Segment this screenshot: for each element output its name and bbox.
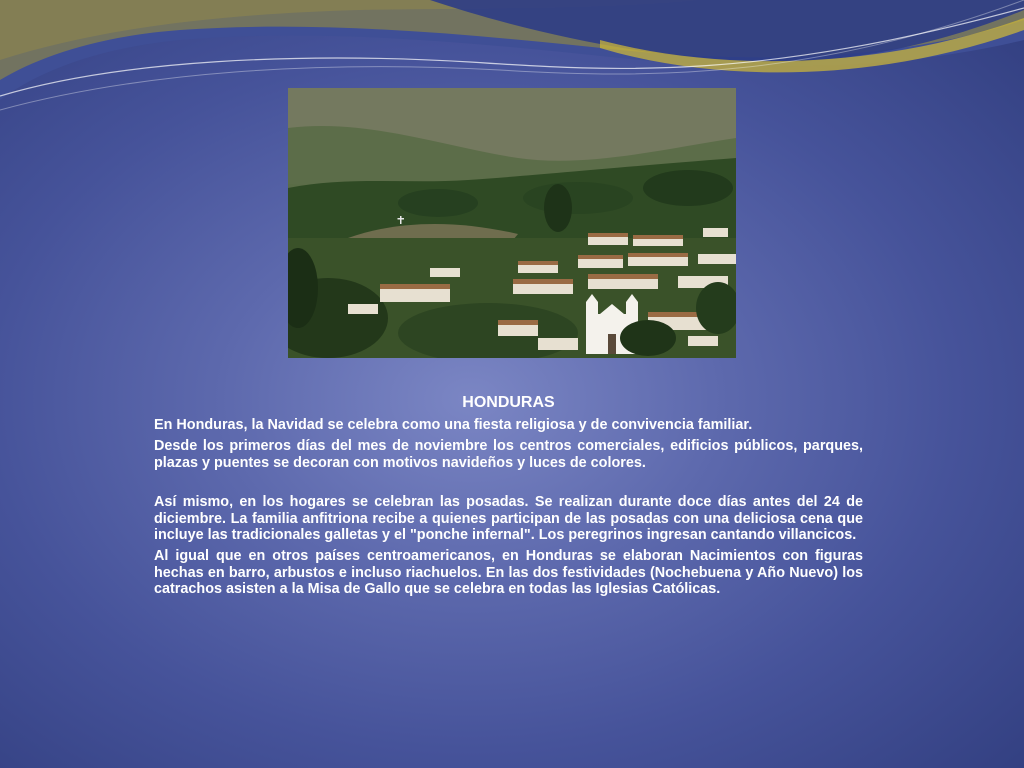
paragraph-decorations: Desde los primeros días del mes de noviembre los centros comerciales, edificios públicos, parques, plazas y puentes se decoran con motivos navideños y luces de colores. (154, 438, 863, 471)
paragraph-nacimientos: Al igual que en otros países centroamericanos, en Honduras se elaboran Nacimientos con figuras hechas en barro, arbustos e incluso riachuelos. En las dos festividades (Nochebuena y Año Nuevo) los catrachos asisten a la Misa de Gallo que se celebra en todas las Iglesias Católicas. (154, 548, 863, 598)
slide-title: HONDURAS (462, 394, 555, 411)
slide-body (154, 417, 863, 603)
paragraph-posadas: Así mismo, en los hogares se celebran las posadas. Se realizan durante doce días antes del 24 de diciembre. La familia anfitriona recibe a quienes participan de las posadas con una deliciosa cena que incluye las tradicionales galletas y el "ponche infernal". Los peregrinos ingresan cantando villancicos. (154, 494, 863, 544)
paragraph-intro: En Honduras, la Navidad se celebra como una fiesta religiosa y de convivencia familiar. (154, 417, 753, 433)
honduras-town-photo (288, 88, 736, 358)
